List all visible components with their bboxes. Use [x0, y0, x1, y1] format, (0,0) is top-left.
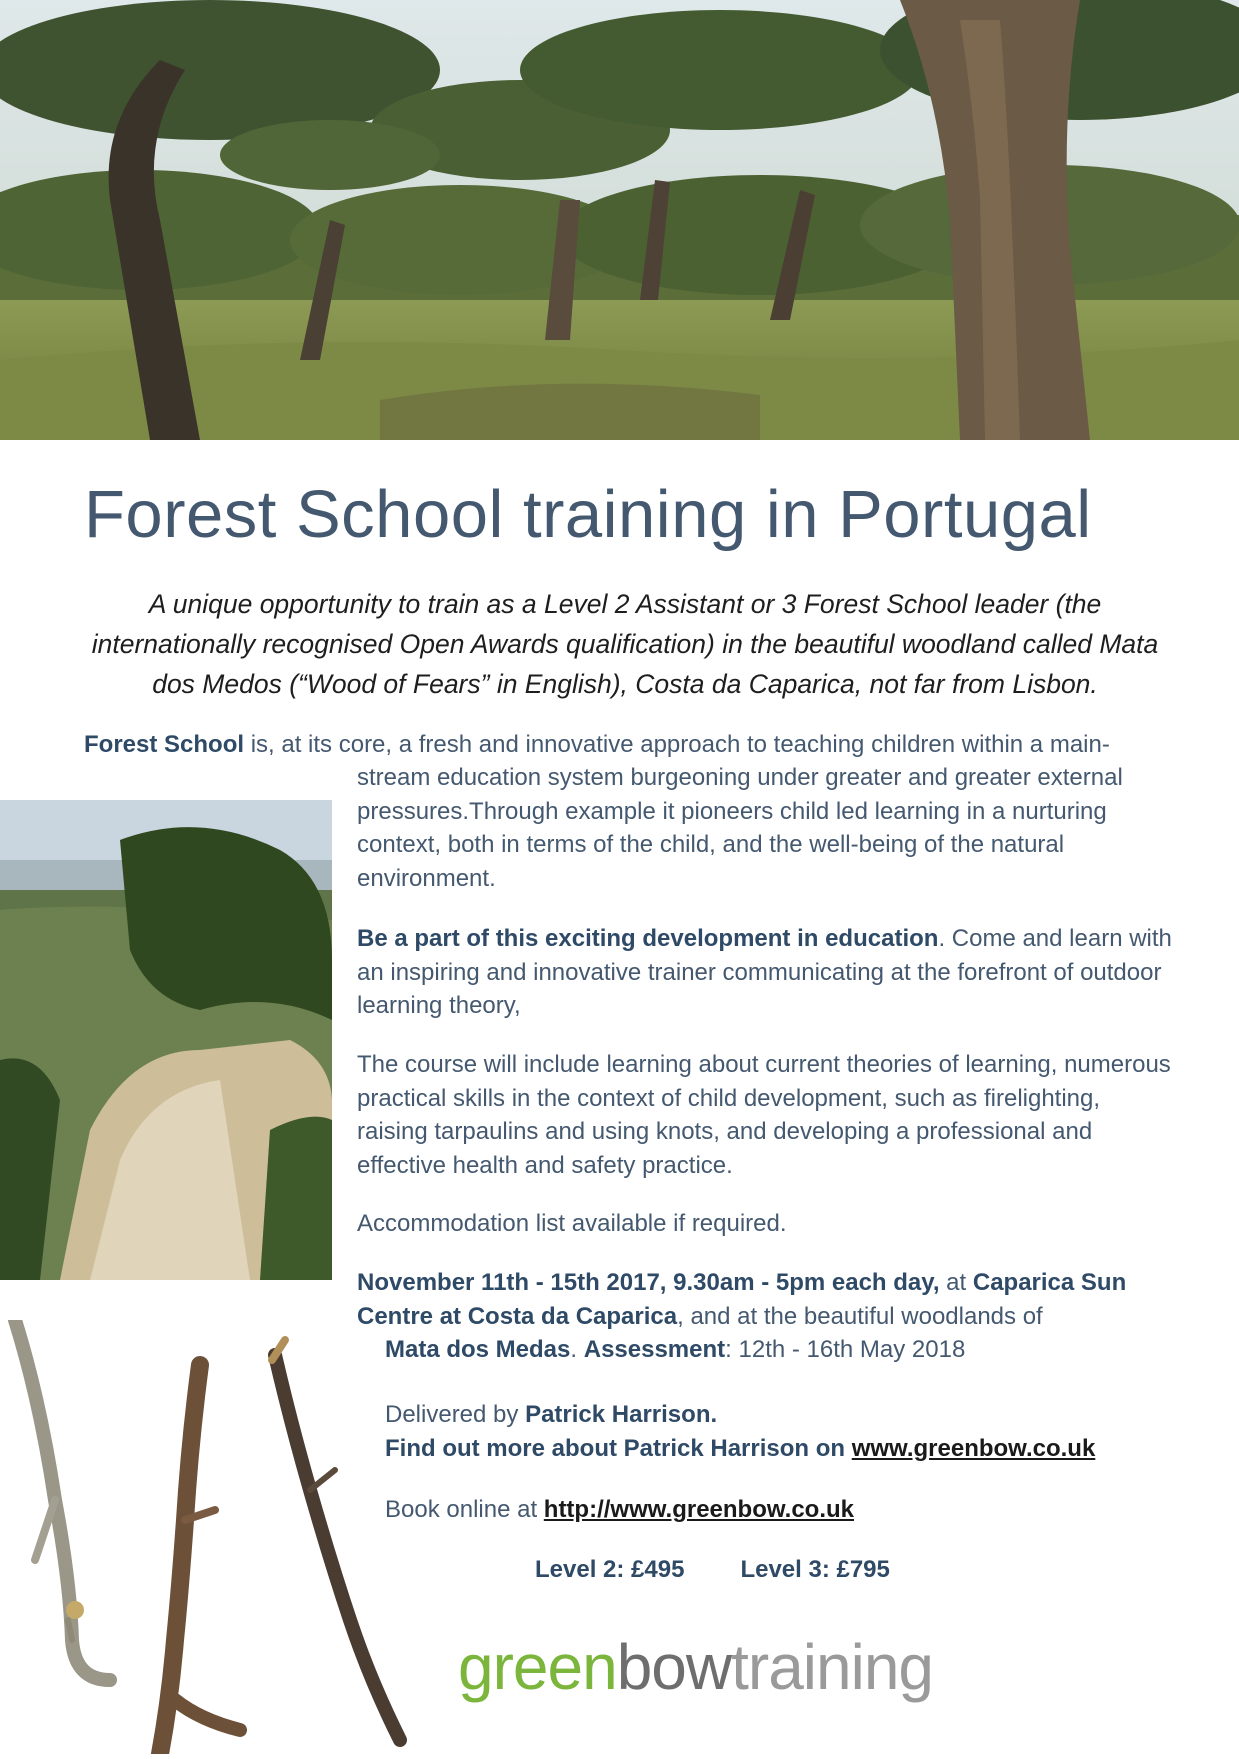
price-level-2: Level 2: £495: [535, 1556, 685, 1583]
dates-paragraph: [357, 1266, 1197, 1367]
find-out-more: Find out more about Patrick Harrison on: [385, 1434, 852, 1462]
logo-training: training: [731, 1631, 933, 1703]
trainer-name: Patrick Harrison.: [525, 1401, 718, 1428]
price-level-3: Level 3: £795: [740, 1556, 890, 1583]
hero-forest-photo: [0, 0, 1239, 440]
development-text: . Come and learn with an inspiring and innovative trainer communicating at the forefront of outdoor learning theory,: [357, 925, 1172, 1019]
logo-bow: bow: [616, 1631, 732, 1703]
book-prefix: Book online at: [385, 1496, 544, 1523]
dates-at: at: [939, 1269, 973, 1296]
woodland-bold: Mata dos Medas: [385, 1336, 571, 1363]
delivered-prefix: Delivered by: [385, 1401, 526, 1428]
greenbow-link[interactable]: www.greenbow.co.uk: [851, 1434, 1096, 1462]
venue-text: , and at the beautiful woodlands of: [677, 1302, 1043, 1330]
forest-school-first-line: is, at its core, a fresh and innovative approach to teaching children within a main-: [244, 731, 1110, 758]
venue-bold: Caparica Sun Centre at Costa da Caparica: [357, 1269, 1127, 1330]
sticks-illustration: [0, 1320, 440, 1754]
intro-forest-school-line: [84, 728, 1194, 762]
sticks-image: [0, 1320, 440, 1754]
page-title: Forest School training in Portugal: [84, 477, 1092, 552]
greenbow-logo: [458, 1630, 933, 1704]
forest-school-bold: Forest School: [84, 731, 245, 758]
intro-paragraph: A unique opportunity to train as a Level 2 Assistant or 3 Forest School leader (the internationally recognised Open Awards qualification) in the beautiful woodland called Mata dos Medos (“Wood of Fears” in English), Costa da Caparica, not far from Lisbon.: [91, 589, 1159, 699]
dot-text: .: [570, 1336, 584, 1363]
prices-line: [535, 1553, 890, 1587]
dates-bold: November 11th - 15th 2017, 9.30am - 5pm each day,: [357, 1269, 940, 1296]
book-paragraph: [385, 1493, 1205, 1527]
development-paragraph: [357, 922, 1177, 1023]
forest-illustration: [0, 0, 1239, 440]
cliff-illustration: [0, 800, 332, 1280]
delivered-paragraph: [385, 1398, 1205, 1465]
accommodation-paragraph: Accommodation list available if required.: [357, 1210, 787, 1237]
assessment-bold: Assessment: [583, 1336, 726, 1363]
cliff-photo: [0, 800, 332, 1280]
development-bold: Be a part of this exciting development in education: [357, 925, 939, 952]
assessment-dates: : 12th - 16th May 2018: [725, 1336, 966, 1363]
logo-green: green: [458, 1631, 617, 1703]
course-paragraph: The course will include learning about current theories of learning, numerous practical skills in the context of child development, such as firelighting, raising tarpaulins and using knots, and developing a professional and effective health and safety practice.: [357, 1051, 1171, 1179]
book-online-link[interactable]: http://www.greenbow.co.uk: [543, 1496, 854, 1523]
forest-school-paragraph: stream education system burgeoning under greater and greater external pressures.Through example it pioneers child led learning in a nurturing context, both in terms of the child, and the well-being of the natural environment.: [357, 764, 1123, 892]
